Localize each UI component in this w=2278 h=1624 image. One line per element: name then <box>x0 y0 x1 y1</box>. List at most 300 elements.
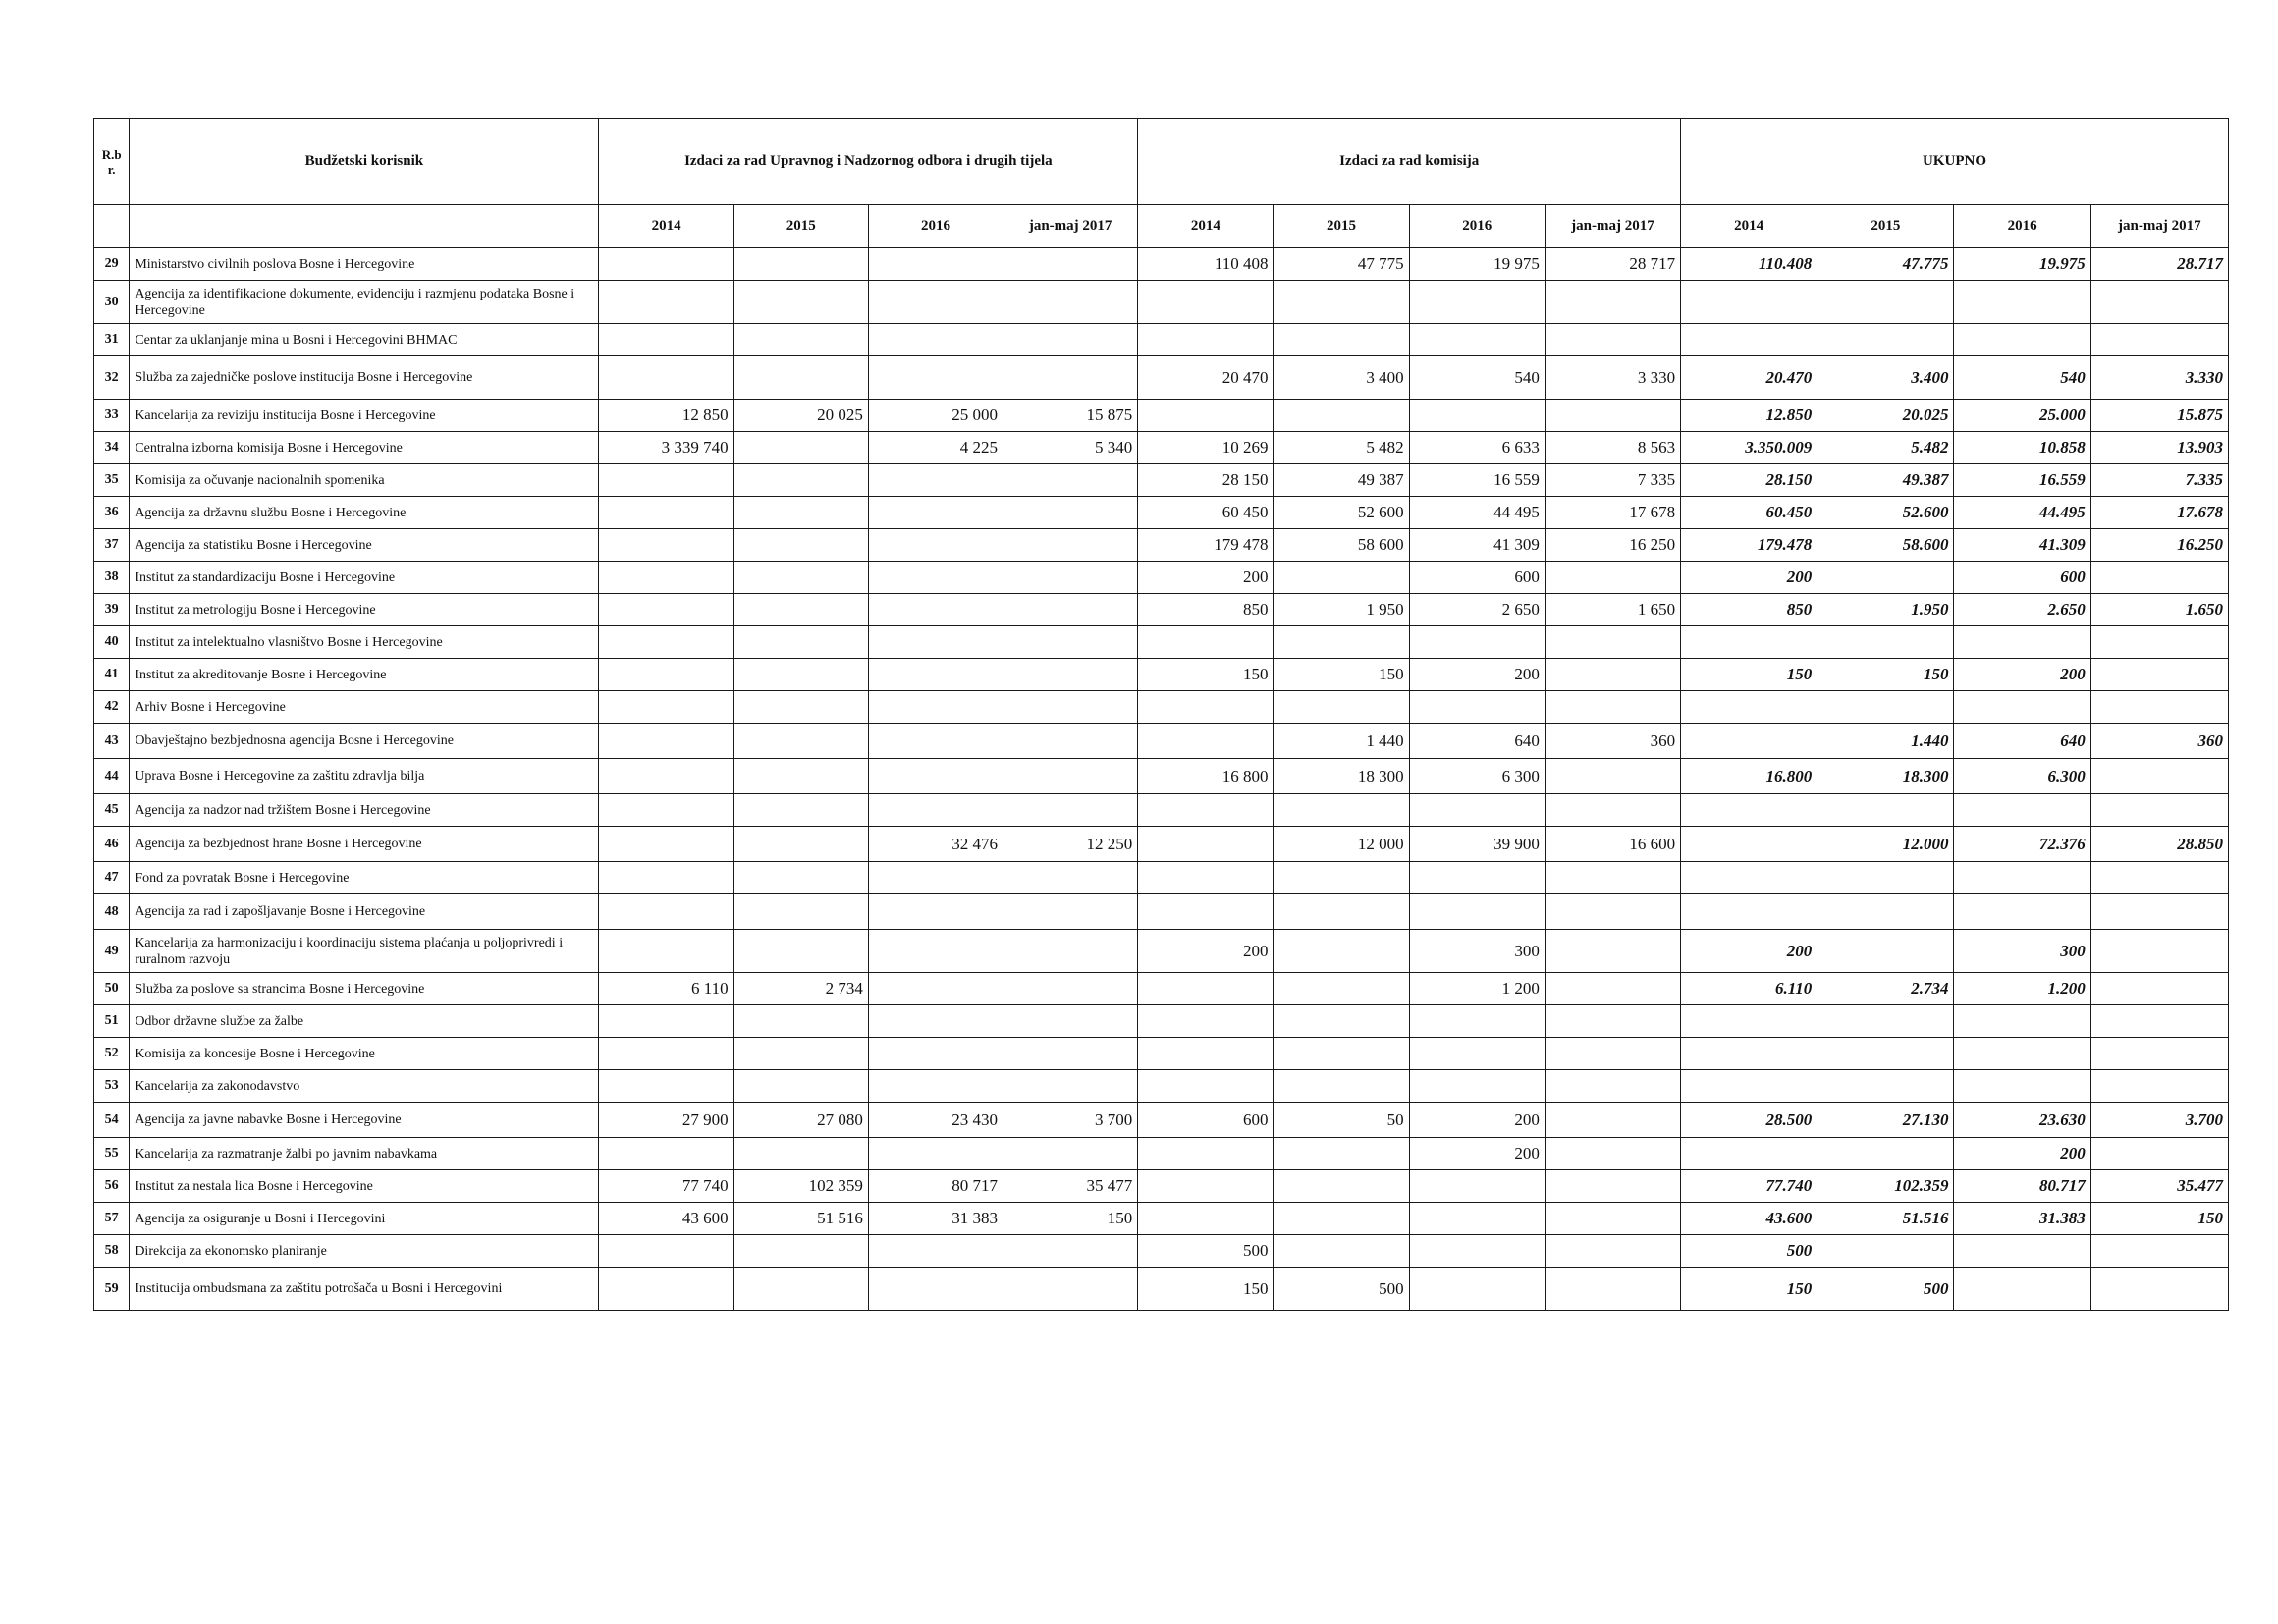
total-cell: 1.650 <box>2090 594 2228 626</box>
total-cell <box>2090 1070 2228 1103</box>
period-header: 2016 <box>868 205 1003 248</box>
commission-expense-cell <box>1409 400 1545 432</box>
total-cell: 640 <box>1954 724 2090 759</box>
commission-expense-cell <box>1545 973 1680 1005</box>
header-row-groups <box>94 119 2229 205</box>
board-expense-cell: 102 359 <box>733 1170 868 1203</box>
total-cell: 49.387 <box>1817 464 1954 497</box>
total-cell: 150 <box>2090 1203 2228 1235</box>
budget-user-name: Agencija za javne nabavke Bosne i Hercegovine <box>130 1103 599 1138</box>
board-expense-cell <box>733 759 868 794</box>
row-number: 50 <box>94 973 130 1005</box>
total-cell <box>2090 930 2228 973</box>
total-cell <box>2090 1235 2228 1268</box>
commission-expense-cell: 200 <box>1409 659 1545 691</box>
commission-expense-cell: 300 <box>1409 930 1545 973</box>
commission-expense-cell: 58 600 <box>1274 529 1409 562</box>
total-cell: 72.376 <box>1954 827 2090 862</box>
table-row <box>94 1103 2229 1138</box>
board-expense-cell <box>599 1038 733 1070</box>
commission-expense-cell <box>1138 1038 1274 1070</box>
board-expense-cell <box>599 691 733 724</box>
total-cell: 1.950 <box>1817 594 1954 626</box>
commission-expense-cell <box>1274 1070 1409 1103</box>
rb-header: R.b r. <box>94 119 130 205</box>
total-cell <box>1681 827 1817 862</box>
board-expense-cell <box>733 464 868 497</box>
total-cell: 200 <box>1681 562 1817 594</box>
total-cell: 19.975 <box>1954 248 2090 281</box>
commission-expense-cell <box>1545 1138 1680 1170</box>
commission-expense-cell <box>1274 930 1409 973</box>
board-expense-cell: 31 383 <box>868 1203 1003 1235</box>
total-cell: 12.850 <box>1681 400 1817 432</box>
total-cell <box>2090 562 2228 594</box>
total-cell: 110.408 <box>1681 248 1817 281</box>
commission-expense-cell <box>1409 894 1545 930</box>
commission-expense-cell <box>1545 862 1680 894</box>
period-header: jan-maj 2017 <box>1003 205 1138 248</box>
budget-user-header: Budžetski korisnik <box>130 119 599 205</box>
total-cell: 850 <box>1681 594 1817 626</box>
board-expense-cell <box>1003 724 1138 759</box>
commission-expense-cell <box>1138 794 1274 827</box>
total-cell <box>1954 1268 2090 1311</box>
board-expense-cell: 4 225 <box>868 432 1003 464</box>
board-expense-cell <box>599 1268 733 1311</box>
board-expense-cell <box>733 894 868 930</box>
commission-expense-cell <box>1409 691 1545 724</box>
total-cell: 600 <box>1954 562 2090 594</box>
board-expense-cell <box>868 1235 1003 1268</box>
table-row <box>94 759 2229 794</box>
commission-expense-cell <box>1274 794 1409 827</box>
commission-expense-cell <box>1545 281 1680 324</box>
total-cell <box>1817 1070 1954 1103</box>
total-cell <box>1817 1038 1954 1070</box>
table-row <box>94 1070 2229 1103</box>
board-expense-cell: 77 740 <box>599 1170 733 1203</box>
table-row <box>94 827 2229 862</box>
commission-expense-cell: 39 900 <box>1409 827 1545 862</box>
commission-expense-cell <box>1545 759 1680 794</box>
board-expense-cell <box>733 594 868 626</box>
board-expense-cell <box>599 594 733 626</box>
commission-expense-cell <box>1274 400 1409 432</box>
total-cell: 7.335 <box>2090 464 2228 497</box>
row-number: 32 <box>94 356 130 400</box>
period-header: 2015 <box>733 205 868 248</box>
board-expense-cell <box>868 759 1003 794</box>
total-cell: 179.478 <box>1681 529 1817 562</box>
board-expense-cell: 3 339 740 <box>599 432 733 464</box>
board-expense-cell <box>733 497 868 529</box>
table-row <box>94 930 2229 973</box>
budget-user-name: Kancelarija za reviziju institucija Bosne i Hercegovine <box>130 400 599 432</box>
commission-expense-cell <box>1545 794 1680 827</box>
budget-table <box>93 118 2229 1311</box>
commission-expense-cell <box>1274 862 1409 894</box>
commission-expense-cell: 12 000 <box>1274 827 1409 862</box>
total-cell <box>1954 691 2090 724</box>
table-row <box>94 724 2229 759</box>
board-expense-cell: 43 600 <box>599 1203 733 1235</box>
board-expense-cell <box>733 1070 868 1103</box>
table-row <box>94 626 2229 659</box>
commission-expense-cell: 3 330 <box>1545 356 1680 400</box>
commission-expense-cell <box>1409 1235 1545 1268</box>
board-expense-cell: 5 340 <box>1003 432 1138 464</box>
row-number: 47 <box>94 862 130 894</box>
row-number: 51 <box>94 1005 130 1038</box>
total-cell <box>1954 281 2090 324</box>
total-cell <box>1817 930 1954 973</box>
total-cell: 5.482 <box>1817 432 1954 464</box>
commission-expense-cell <box>1138 1070 1274 1103</box>
board-expense-cell: 20 025 <box>733 400 868 432</box>
board-expense-cell <box>868 691 1003 724</box>
budget-user-name: Uprava Bosne i Hercegovine za zaštitu zdravlja bilja <box>130 759 599 794</box>
budget-user-name: Agencija za identifikacione dokumente, evidenciju i razmjenu podataka Bosne i Hercegovine <box>130 281 599 324</box>
commission-expense-cell: 360 <box>1545 724 1680 759</box>
commission-expense-cell <box>1138 691 1274 724</box>
board-expense-cell: 51 516 <box>733 1203 868 1235</box>
table-row <box>94 432 2229 464</box>
board-expense-cell <box>1003 1070 1138 1103</box>
board-expense-cell <box>1003 794 1138 827</box>
board-expense-cell <box>1003 862 1138 894</box>
table-row <box>94 894 2229 930</box>
table-row <box>94 324 2229 356</box>
total-cell <box>2090 894 2228 930</box>
total-cell: 41.309 <box>1954 529 2090 562</box>
row-number: 57 <box>94 1203 130 1235</box>
budget-user-name: Kancelarija za razmatranje žalbi po javnim nabavkama <box>130 1138 599 1170</box>
board-expense-cell <box>733 691 868 724</box>
total-cell: 28.150 <box>1681 464 1817 497</box>
table-row <box>94 1170 2229 1203</box>
commission-expense-cell <box>1138 862 1274 894</box>
period-header: 2014 <box>1681 205 1817 248</box>
total-cell <box>1681 794 1817 827</box>
table-row <box>94 659 2229 691</box>
row-number: 55 <box>94 1138 130 1170</box>
board-expense-cell <box>868 1268 1003 1311</box>
board-expense-cell <box>1003 626 1138 659</box>
commission-expense-cell: 16 559 <box>1409 464 1545 497</box>
board-expense-cell <box>733 529 868 562</box>
total-cell <box>2090 324 2228 356</box>
total-cell <box>1681 894 1817 930</box>
commission-expense-cell: 1 200 <box>1409 973 1545 1005</box>
total-cell: 3.330 <box>2090 356 2228 400</box>
row-number: 29 <box>94 248 130 281</box>
budget-user-name: Agencija za nadzor nad tržištem Bosne i Hercegovine <box>130 794 599 827</box>
board-expense-cell <box>868 497 1003 529</box>
total-cell: 1.440 <box>1817 724 1954 759</box>
total-cell: 20.025 <box>1817 400 1954 432</box>
commission-expense-cell <box>1545 400 1680 432</box>
commission-expense-cell: 540 <box>1409 356 1545 400</box>
commission-expense-cell: 18 300 <box>1274 759 1409 794</box>
table-row <box>94 1235 2229 1268</box>
period-header: 2015 <box>1274 205 1409 248</box>
total-cell: 51.516 <box>1817 1203 1954 1235</box>
total-cell <box>1817 626 1954 659</box>
total-cell: 20.470 <box>1681 356 1817 400</box>
commission-expense-cell: 150 <box>1138 1268 1274 1311</box>
board-expense-cell <box>868 862 1003 894</box>
board-expense-cell <box>599 324 733 356</box>
total-cell: 80.717 <box>1954 1170 2090 1203</box>
budget-table-sheet <box>93 118 2229 1311</box>
board-expense-cell <box>733 281 868 324</box>
board-expense-cell <box>868 1005 1003 1038</box>
row-number: 46 <box>94 827 130 862</box>
total-cell: 28.850 <box>2090 827 2228 862</box>
commission-expense-cell: 16 600 <box>1545 827 1680 862</box>
board-expense-cell <box>599 1070 733 1103</box>
total-cell <box>2090 691 2228 724</box>
board-expense-cell <box>1003 356 1138 400</box>
commission-expense-cell <box>1138 894 1274 930</box>
board-expense-cell <box>1003 594 1138 626</box>
board-expense-cell <box>1003 930 1138 973</box>
board-expense-cell <box>1003 1268 1138 1311</box>
board-expense-cell <box>599 759 733 794</box>
board-expense-cell <box>868 324 1003 356</box>
budget-user-name: Služba za zajedničke poslove institucija Bosne i Hercegovine <box>130 356 599 400</box>
total-cell: 200 <box>1954 1138 2090 1170</box>
row-number: 30 <box>94 281 130 324</box>
total-cell <box>1954 324 2090 356</box>
board-expense-cell: 27 900 <box>599 1103 733 1138</box>
commission-expense-cell: 1 950 <box>1274 594 1409 626</box>
board-expense-cell <box>599 1235 733 1268</box>
board-expense-cell <box>868 529 1003 562</box>
commission-expense-cell <box>1274 1235 1409 1268</box>
row-number: 38 <box>94 562 130 594</box>
commission-expense-cell <box>1409 1268 1545 1311</box>
budget-user-name: Komisija za koncesije Bosne i Hercegovine <box>130 1038 599 1070</box>
commission-expense-cell <box>1545 691 1680 724</box>
board-expense-cell <box>733 930 868 973</box>
period-header: 2015 <box>1817 205 1954 248</box>
row-number: 33 <box>94 400 130 432</box>
commission-expense-cell <box>1409 281 1545 324</box>
total-cell: 540 <box>1954 356 2090 400</box>
board-expense-cell <box>868 248 1003 281</box>
board-expense-cell <box>599 659 733 691</box>
total-cell: 102.359 <box>1817 1170 1954 1203</box>
board-expense-cell <box>599 464 733 497</box>
total-cell <box>1681 862 1817 894</box>
total-cell <box>1954 626 2090 659</box>
total-cell: 60.450 <box>1681 497 1817 529</box>
total-cell <box>1817 1138 1954 1170</box>
board-expense-cell <box>599 356 733 400</box>
total-cell <box>2090 659 2228 691</box>
commission-expense-cell <box>1545 1268 1680 1311</box>
commission-expense-cell <box>1409 1038 1545 1070</box>
board-expense-cell <box>1003 759 1138 794</box>
commission-expense-cell: 2 650 <box>1409 594 1545 626</box>
total-cell: 150 <box>1681 1268 1817 1311</box>
total-cell <box>2090 794 2228 827</box>
board-expense-cell: 3 700 <box>1003 1103 1138 1138</box>
commission-expense-cell: 5 482 <box>1274 432 1409 464</box>
row-number: 36 <box>94 497 130 529</box>
row-number: 31 <box>94 324 130 356</box>
total-cell <box>2090 862 2228 894</box>
commission-expense-cell: 850 <box>1138 594 1274 626</box>
commission-expense-cell <box>1274 1138 1409 1170</box>
board-expense-cell: 27 080 <box>733 1103 868 1138</box>
commission-expense-cell: 47 775 <box>1274 248 1409 281</box>
commission-expense-cell: 60 450 <box>1138 497 1274 529</box>
period-header: 2014 <box>1138 205 1274 248</box>
commission-expense-cell <box>1138 1203 1274 1235</box>
board-expense-cell <box>733 827 868 862</box>
commission-expense-cell: 640 <box>1409 724 1545 759</box>
table-row <box>94 562 2229 594</box>
total-cell <box>2090 1005 2228 1038</box>
table-row <box>94 1203 2229 1235</box>
table-row <box>94 464 2229 497</box>
board-expense-cell: 80 717 <box>868 1170 1003 1203</box>
commission-expense-cell: 600 <box>1138 1103 1274 1138</box>
commission-expense-cell <box>1545 1170 1680 1203</box>
board-expense-cell <box>733 794 868 827</box>
commission-expense-cell: 28 150 <box>1138 464 1274 497</box>
budget-user-name: Agencija za rad i zapošljavanje Bosne i Hercegovine <box>130 894 599 930</box>
board-expense-cell <box>868 1138 1003 1170</box>
commission-expense-cell <box>1545 562 1680 594</box>
total-cell: 500 <box>1817 1268 1954 1311</box>
total-cell: 13.903 <box>2090 432 2228 464</box>
commission-expense-cell: 1 440 <box>1274 724 1409 759</box>
board-expense-cell: 150 <box>1003 1203 1138 1235</box>
board-expense-cell <box>868 626 1003 659</box>
commission-expense-cell: 6 633 <box>1409 432 1545 464</box>
total-cell: 27.130 <box>1817 1103 1954 1138</box>
table-row <box>94 973 2229 1005</box>
period-header: 2014 <box>599 205 733 248</box>
budget-user-name: Obavještajno bezbjednosna agencija Bosne i Hercegovine <box>130 724 599 759</box>
board-expense-cell <box>599 562 733 594</box>
table-row <box>94 1005 2229 1038</box>
commission-expense-cell: 1 650 <box>1545 594 1680 626</box>
commission-expense-cell <box>1274 1203 1409 1235</box>
row-number: 45 <box>94 794 130 827</box>
commission-expense-cell: 200 <box>1138 930 1274 973</box>
commission-expense-cell: 52 600 <box>1274 497 1409 529</box>
table-row <box>94 794 2229 827</box>
board-expense-cell: 35 477 <box>1003 1170 1138 1203</box>
budget-user-name: Institut za standardizaciju Bosne i Hercegovine <box>130 562 599 594</box>
commission-expense-cell <box>1274 324 1409 356</box>
board-expense-cell <box>868 894 1003 930</box>
commission-expense-cell: 8 563 <box>1545 432 1680 464</box>
budget-user-name: Agencija za osiguranje u Bosni i Hercegovini <box>130 1203 599 1235</box>
commission-expense-cell: 500 <box>1274 1268 1409 1311</box>
period-header: 2016 <box>1409 205 1545 248</box>
commission-expense-cell: 6 300 <box>1409 759 1545 794</box>
total-cell: 35.477 <box>2090 1170 2228 1203</box>
total-cell <box>1817 691 1954 724</box>
total-cell <box>1817 324 1954 356</box>
total-cell: 12.000 <box>1817 827 1954 862</box>
board-expense-cell: 12 250 <box>1003 827 1138 862</box>
board-expense-cell <box>1003 529 1138 562</box>
table-row <box>94 281 2229 324</box>
commission-expense-cell: 110 408 <box>1138 248 1274 281</box>
total-cell <box>1954 1005 2090 1038</box>
total-cell <box>1817 794 1954 827</box>
board-expense-cell <box>599 794 733 827</box>
row-number: 40 <box>94 626 130 659</box>
budget-user-name: Agencija za statistiku Bosne i Hercegovine <box>130 529 599 562</box>
total-cell <box>2090 1038 2228 1070</box>
total-cell: 3.350.009 <box>1681 432 1817 464</box>
board-expense-cell <box>1003 691 1138 724</box>
board-expense-cell: 12 850 <box>599 400 733 432</box>
board-expense-cell <box>868 1070 1003 1103</box>
board-expense-cell <box>733 432 868 464</box>
commission-expense-cell: 3 400 <box>1274 356 1409 400</box>
total-cell: 6.110 <box>1681 973 1817 1005</box>
group-total-header: UKUPNO <box>1681 119 2229 205</box>
commission-expense-cell <box>1138 724 1274 759</box>
table-row <box>94 1138 2229 1170</box>
commission-expense-cell: 41 309 <box>1409 529 1545 562</box>
total-cell <box>1681 626 1817 659</box>
commission-expense-cell <box>1409 1070 1545 1103</box>
total-cell: 58.600 <box>1817 529 1954 562</box>
commission-expense-cell <box>1138 1170 1274 1203</box>
period-header: jan-maj 2017 <box>2090 205 2228 248</box>
commission-expense-cell <box>1409 1170 1545 1203</box>
total-cell: 15.875 <box>2090 400 2228 432</box>
total-cell <box>2090 1268 2228 1311</box>
board-expense-cell <box>868 594 1003 626</box>
board-expense-cell <box>599 827 733 862</box>
board-expense-cell <box>868 794 1003 827</box>
row-number: 34 <box>94 432 130 464</box>
budget-user-name: Komisija za očuvanje nacionalnih spomenika <box>130 464 599 497</box>
board-expense-cell <box>1003 497 1138 529</box>
total-cell: 23.630 <box>1954 1103 2090 1138</box>
commission-expense-cell <box>1138 281 1274 324</box>
budget-user-name: Odbor državne službe za žalbe <box>130 1005 599 1038</box>
board-expense-cell <box>868 281 1003 324</box>
total-cell: 3.400 <box>1817 356 1954 400</box>
total-cell <box>1681 1070 1817 1103</box>
budget-user-name: Agencija za državnu službu Bosne i Hercegovine <box>130 497 599 529</box>
board-expense-cell <box>599 497 733 529</box>
commission-expense-cell: 20 470 <box>1138 356 1274 400</box>
total-cell: 25.000 <box>1954 400 2090 432</box>
table-row <box>94 1038 2229 1070</box>
commission-expense-cell <box>1545 894 1680 930</box>
total-cell: 300 <box>1954 930 2090 973</box>
total-cell: 77.740 <box>1681 1170 1817 1203</box>
board-expense-cell <box>599 626 733 659</box>
commission-expense-cell <box>1274 626 1409 659</box>
commission-expense-cell: 10 269 <box>1138 432 1274 464</box>
total-cell <box>1954 1070 2090 1103</box>
board-expense-cell <box>868 930 1003 973</box>
